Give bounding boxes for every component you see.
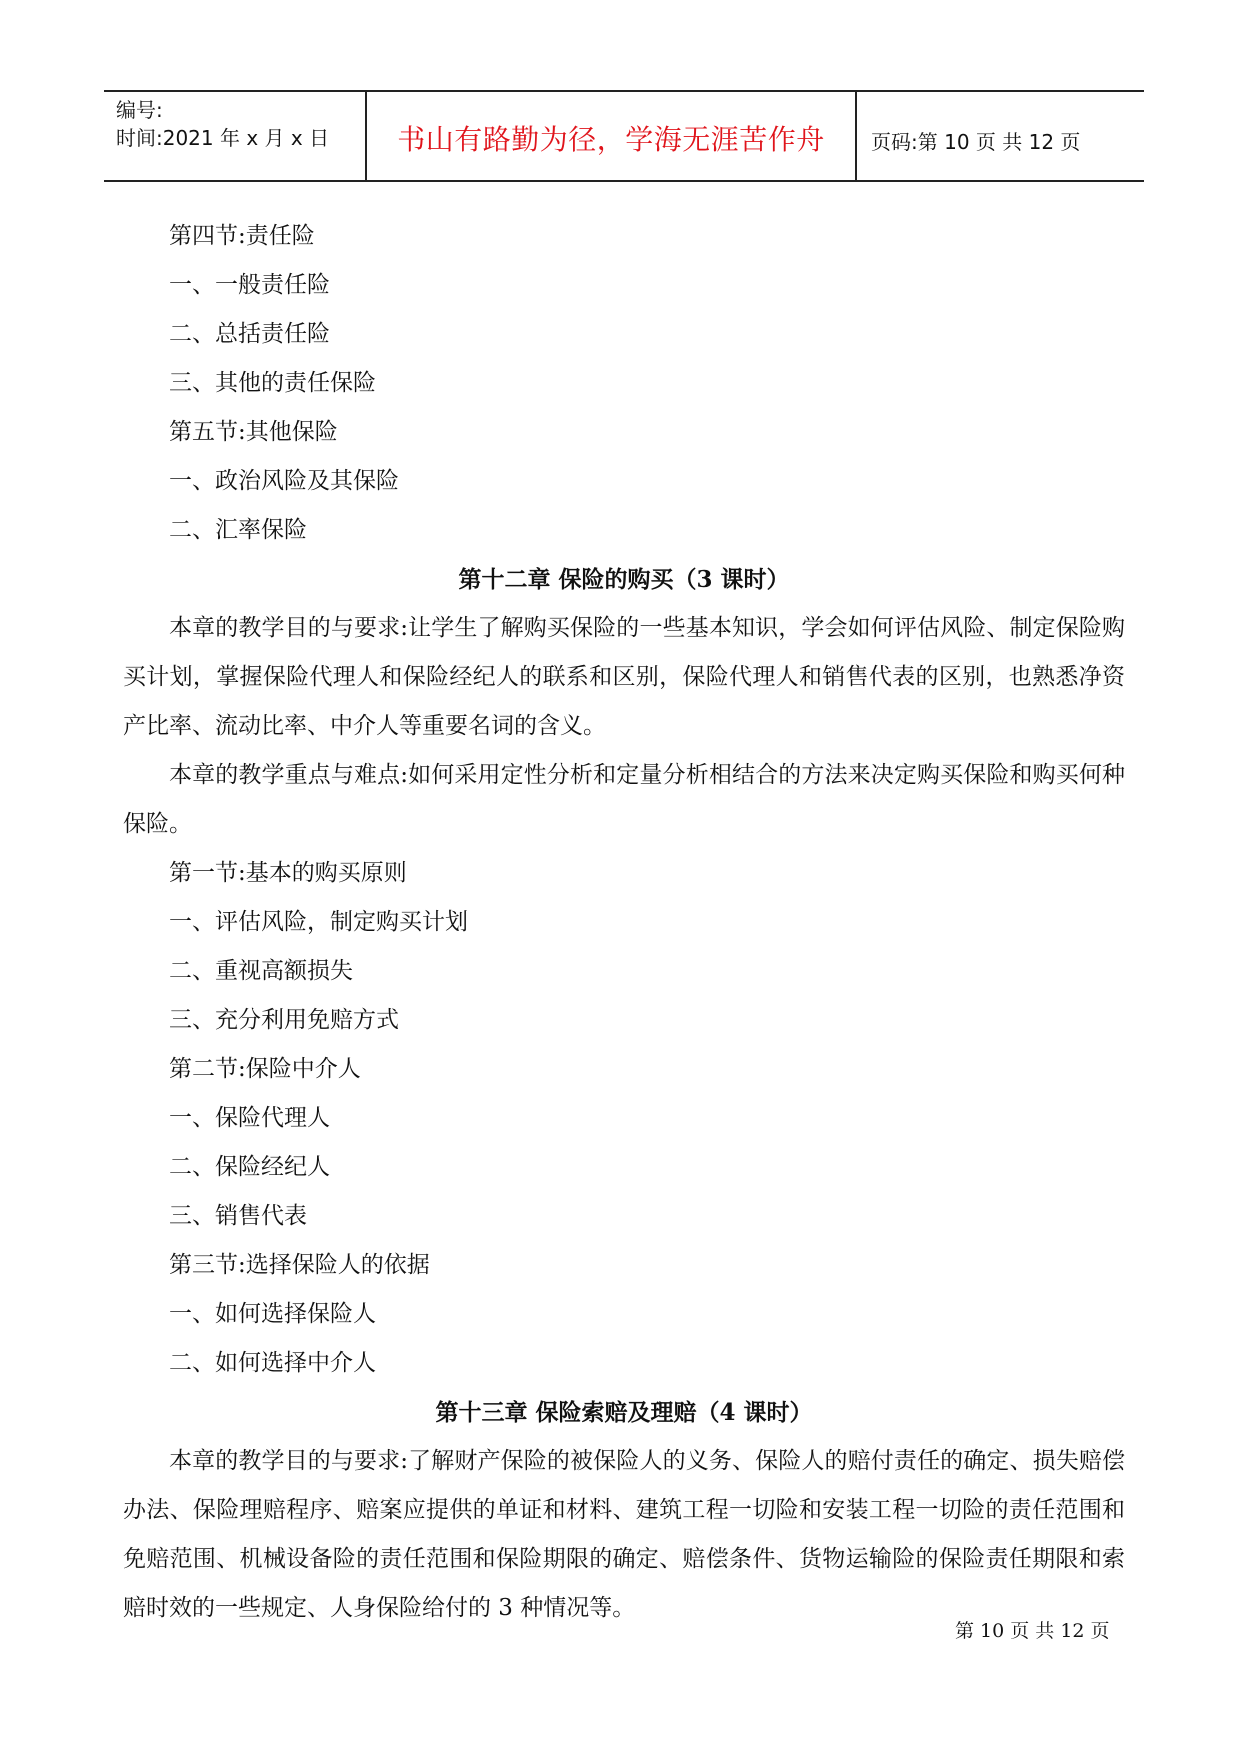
list-item: 一、如何选择保险人 xyxy=(169,1301,376,1327)
header-info-cell xyxy=(104,92,367,180)
list-item: 二、汇率保险 xyxy=(169,517,307,543)
chapter-key-paragraph: 本章的教学重点与难点:如何采用定性分析和定量分析相结合的方法来决定购买保险和购买何种保险。 xyxy=(123,762,1125,837)
list-item: 二、总括责任险 xyxy=(169,321,330,347)
section-title: 第三节:选择保险人的依据 xyxy=(169,1252,430,1278)
list-item: 二、保险经纪人 xyxy=(169,1154,330,1180)
list-item: 二、如何选择中介人 xyxy=(169,1350,376,1376)
page-header xyxy=(104,90,1144,182)
list-item: 三、销售代表 xyxy=(169,1203,307,1229)
chapter-goal-paragraph: 本章的教学目的与要求:让学生了解购买保险的一些基本知识，学会如何评估风险、制定保险购买计划，掌握保险代理人和保险经纪人的联系和区别，保险代理人和销售代表的区别，也熟悉净资产比率、流动比率、中介人等重要名词的含义。 xyxy=(123,615,1125,739)
chapter-title: 第十二章 保险的购买（3 课时） xyxy=(458,566,790,593)
list-item: 一、一般责任险 xyxy=(169,272,330,298)
document-body xyxy=(123,212,1125,1633)
section-title: 第四节:责任险 xyxy=(169,223,315,249)
list-item: 二、重视高额损失 xyxy=(169,958,353,984)
section-title: 第五节:其他保险 xyxy=(169,419,338,445)
list-item: 一、保险代理人 xyxy=(169,1105,330,1131)
section-title: 第一节:基本的购买原则 xyxy=(169,860,407,886)
list-item: 一、评估风险，制定购买计划 xyxy=(169,909,468,935)
list-item: 一、政治风险及其保险 xyxy=(169,468,399,494)
page-footer: 第 10 页 共 12 页 xyxy=(955,1620,1110,1642)
time-label: 时间:2021 年 x 月 x 日 xyxy=(116,126,330,150)
list-item: 三、充分利用免赔方式 xyxy=(169,1007,399,1033)
chapter-title: 第十三章 保险索赔及理赔（4 课时） xyxy=(435,1399,813,1426)
section-title: 第二节:保险中介人 xyxy=(169,1056,361,1082)
number-label: 编号: xyxy=(116,98,163,122)
header-page-info: 页码:第 10 页 共 12 页 xyxy=(871,130,1081,154)
motto-text: 书山有路勤为径，学海无涯苦作舟 xyxy=(397,123,825,156)
list-item: 三、其他的责任保险 xyxy=(169,370,376,396)
header-motto-cell xyxy=(367,92,857,180)
header-page-cell xyxy=(857,92,1144,180)
chapter-goal-paragraph: 本章的教学目的与要求:了解财产保险的被保险人的义务、保险人的赔付责任的确定、损失赔偿办法、保险理赔程序、赔案应提供的单证和材料、建筑工程一切险和安装工程一切险的责任范围和免赔范围、机械设备险的责任范围和保险期限的确定、赔偿条件、货物运输险的保险责任期限和索赔时效的一些规定、人身保险给付的 3 种情况等。 xyxy=(123,1448,1125,1621)
